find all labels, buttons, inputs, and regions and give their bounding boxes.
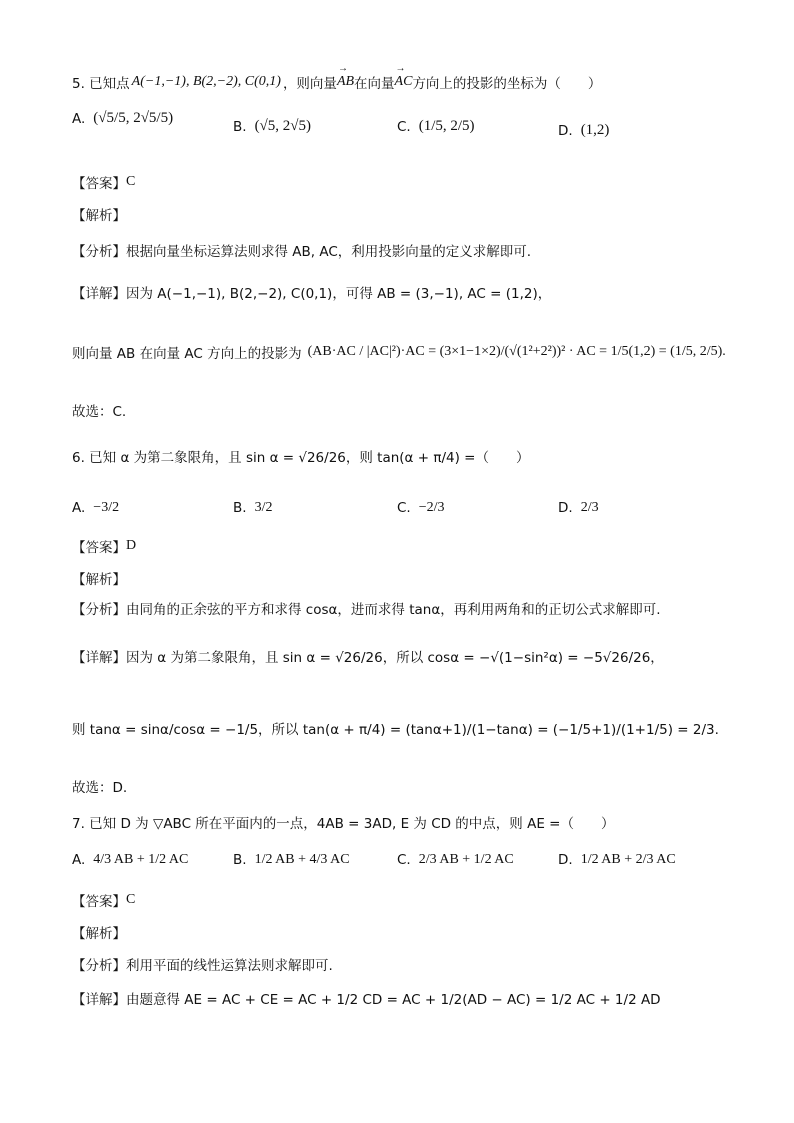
q6-analysis: 【解析】 [72, 572, 126, 588]
q5-answer: 【答案】 C [72, 174, 136, 192]
q7-option-c: C. 2/3 AB + 1/2 AC [397, 852, 514, 868]
q7-answer: 【答案】 C [72, 892, 136, 910]
q6-fenxi: 【分析】 由同角的正余弦的平方和求得 cosα，进而求得 tanα，再利用两角和的正切公式求解即可. [72, 602, 661, 618]
q6-stem: 6. 已知 α 为第二象限角，且 sin α = √26/26，则 tan(α + π/4) =（ ） [72, 450, 530, 466]
q7-fenxi: 【分析】 利用平面的线性运算法则求解即可. [72, 958, 333, 974]
q5-detail-2: 则向量 AB 在向量 AC 方向上的投影为 (AB·AC / |AC|²)·AC = (3×1−1×2)/(√(1²+2²))² · AC = 1/5(1,2) = (1/5, 2/5). [72, 344, 726, 362]
vector-ac: → AC [395, 74, 413, 90]
q7-stem: 7. 已知 D 为 ▽ABC 所在平面内的一点，4AB = 3AD, E 为 CD 的中点，则 AE =（ ） [72, 816, 615, 832]
q7-detail-1: 【详解】 由题意得 AE = AC + CE = AC + 1/2 CD = AC + 1/2(AD − AC) = 1/2 AC + 1/2 AD [72, 992, 661, 1008]
q6-option-c: C. −2/3 [397, 500, 445, 516]
q7-option-b: B. 1/2 AB + 4/3 AC [233, 852, 350, 868]
q5-conclusion: 故选：C. [72, 404, 127, 420]
q5-stem: 5. 已知点 A(−1,−1), B(2,−2), C(0,1) ，则向量 → AB 在向量 → AC 方向上的投影的坐标为（ ） [72, 72, 601, 92]
q5-option-c: C. (1/5, 2/5) [397, 118, 475, 135]
q6-conclusion: 故选：D. [72, 780, 128, 796]
q5-option-a: A. (√5/5, 2√5/5) [72, 110, 174, 127]
q5-analysis: 【解析】 [72, 208, 126, 224]
q6-option-d: D. 2/3 [558, 500, 599, 516]
q6-answer: 【答案】 D [72, 538, 137, 556]
q6-detail-1: 【详解】 因为 α 为第二象限角，且 sin α = √26/26，所以 cosα = −√(1−sin²α) = −5√26/26， [72, 650, 664, 666]
q5-fenxi: 【分析】 根据向量坐标运算法则求得 AB, AC，利用投影向量的定义求解即可. [72, 244, 532, 260]
q7-analysis: 【解析】 [72, 926, 126, 942]
q5-option-d: D. (1,2) [558, 122, 610, 139]
vector-ab: → AB [337, 74, 354, 90]
q6-option-b: B. 3/2 [233, 500, 273, 516]
q5-option-b: B. (√5, 2√5) [233, 118, 312, 135]
q6-option-a: A. −3/2 [72, 500, 120, 516]
q5-detail-1: 【详解】 因为 A(−1,−1), B(2,−2), C(0,1)，可得 AB = (3,−1), AC = (1,2)， [72, 286, 552, 302]
q7-option-d: D. 1/2 AB + 2/3 AC [558, 852, 676, 868]
q6-detail-2: 则 tanα = sinα/cosα = −1/5，所以 tan(α + π/4) = (tanα+1)/(1−tanα) = (−1/5+1)/(1+1/5) = 2/3. [72, 722, 719, 738]
q7-option-a: A. 4/3 AB + 1/2 AC [72, 852, 189, 868]
